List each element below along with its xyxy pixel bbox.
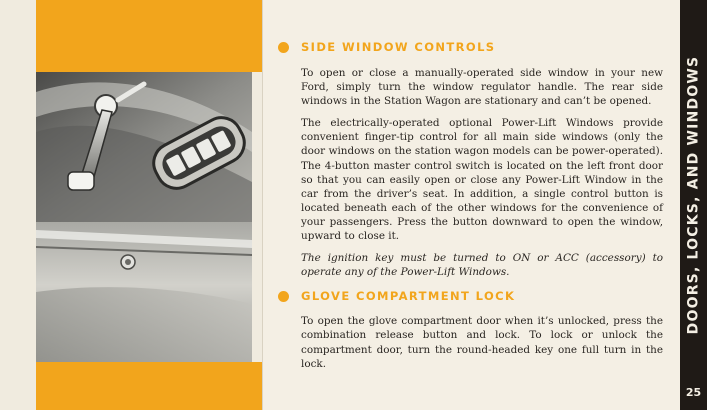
section-heading (278, 289, 663, 303)
heading-bullet-icon (278, 291, 289, 302)
glove-compartment-lock-heading: GLOVE COMPARTMENT LOCK (301, 289, 516, 304)
chapter-title (680, 30, 707, 360)
main-content (278, 40, 663, 379)
section-heading (278, 40, 663, 54)
glove-compartment-lock (121, 255, 135, 269)
ignition-note: The ignition key must be turned to ON or ACC (accessory) to operate any of the Power-Lift Windows. (301, 252, 663, 279)
orange-band-bottom (36, 362, 262, 410)
orange-band-top (36, 0, 262, 72)
heading-bullet-icon (278, 42, 289, 53)
glove-compartment-photo (36, 222, 252, 362)
paragraph: The electrically-operated optional Power-Lift Windows provide convenient finger-tip control for all main side windows (only the door windows on the station wagon models can be power-operated). The 4-button master control switch is located on the left front door so that you can easily open or close any Power-Lift Window in the car from the driver’s seat. In addition, a single control button is located beneath each of the other windows for the convenience of your passengers. Press the button downward to open the window, upward to close it. (301, 117, 663, 243)
side-window-controls-heading: SIDE WINDOW CONTROLS (301, 40, 496, 54)
page-number: 25 (685, 386, 702, 399)
window-controls-photo (36, 72, 252, 222)
paragraph: To open or close a manually-operated side window in your new Ford, simply turn the window regulator handle. The rear side windows in the Station Wagon are stationary and can’t be opened. (301, 67, 663, 108)
paragraph: To open the glove compartment door when it’s unlocked, press the combination release button and lock. To lock or unlock the compartment door, turn the round-headed key one full turn in the lock. (301, 315, 663, 370)
chapter-sidebar (680, 0, 707, 410)
chapter-title-text: DOORS, LOCKS, AND WINDOWS (685, 55, 702, 335)
column-divider (262, 0, 263, 410)
